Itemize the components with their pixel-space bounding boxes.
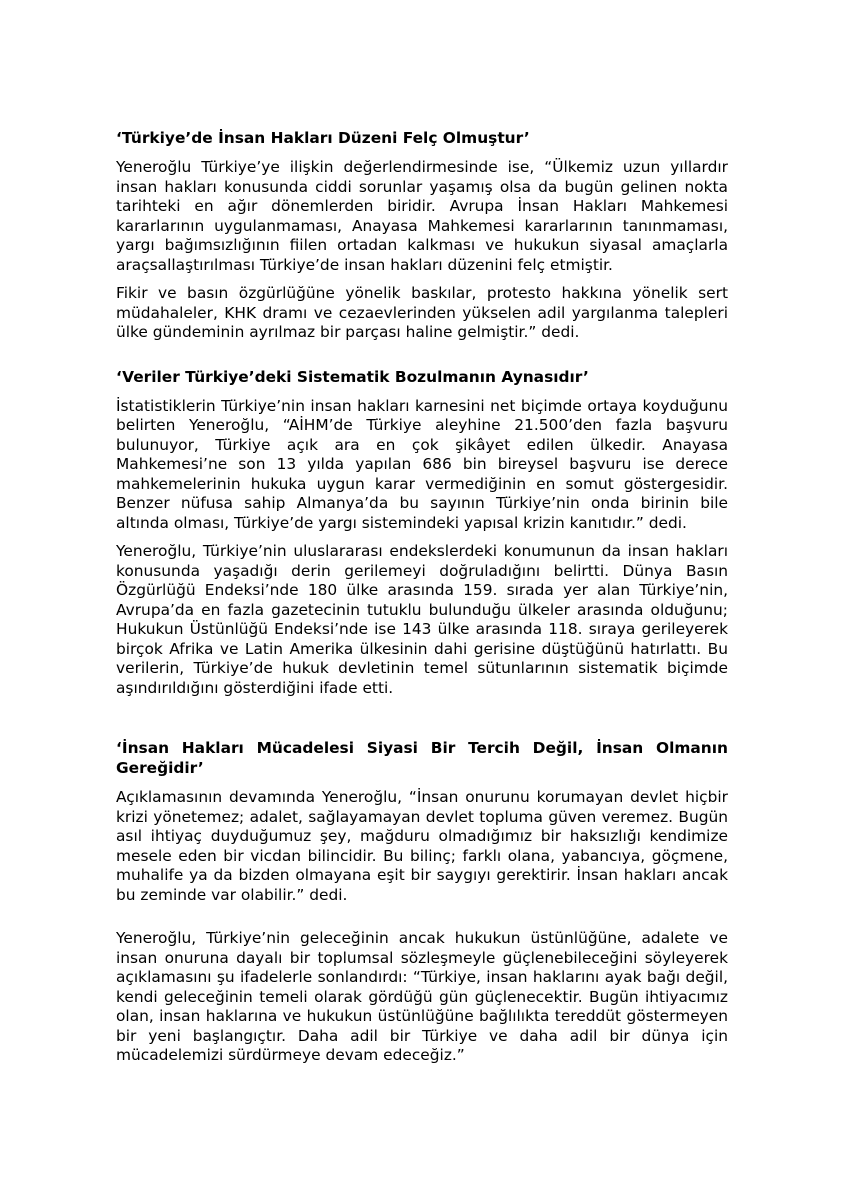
paragraph: Fikir ve basın özgürlüğüne yönelik baskılar, protesto hakkına yönelik sert müdahaleler, KHK dramı ve cezaevlerinden yükselen adil yargılanma talepleri ülke gündeminin ayrılmaz bir parçası haline gelmiştir.” dedi. bbox=[116, 284, 728, 341]
paragraph: Yeneroğlu, Türkiye’nin geleceğinin ancak hukukun üstünlüğüne, adalete ve insan onuruna dayalı bir toplumsal sözleşmeyle güçlenebileceğini söyleyerek açıklamasını şu ifadelerle sonlandırdı: “Türkiye, insan haklarını ayak bağı değil, kendi geleceğinin temeli olarak gördüğü gün güçlenecektir. Bugün ihtiyacımız olan, insan haklarına ve hukukun üstünlüğüne bağlılıkta tereddüt göstermeyen bir yeni başlangıçtır. Daha adil bir Türkiye ve daha adil bir dünya için mücadelemizi sürdürmeye devam edeceğiz.” bbox=[116, 929, 728, 1064]
document-body bbox=[116, 128, 728, 1075]
paragraph: İstatistiklerin Türkiye’nin insan hakları karnesini net biçimde ortaya koyduğunu belirten Yeneroğlu, “AİHM’de Türkiye aleyhine 21.500’den fazla başvuru bulunuyor, Türkiye açık ara en çok şikâyet edilen ülkedir. Anayasa Mahkemesi’ne son 13 yılda yapılan 686 bin bireysel başvuru ise derece mahkemelerinin hukuka uygun karar vermediğinin en somut göstergesidir. Benzer nüfusa sahip Almanya’da bu sayının Türkiye’nin onda birinin bile altında olması, Türkiye’de yargı sistemindeki yapısal krizin kanıtıdır.” dedi. bbox=[116, 396, 728, 532]
section-heading-human-rights-paralyzed: ‘Türkiye’de İnsan Hakları Düzeni Felç Olmuştur’ bbox=[116, 129, 530, 147]
section-heading-human-rights-struggle: ‘İnsan Hakları Mücadelesi Siyasi Bir Tercih Değil, İnsan Olmanın Gereğidir’ bbox=[116, 739, 728, 777]
section-heading-data-mirror: ‘Veriler Türkiye’deki Sistematik Bozulmanın Aynasıdır’ bbox=[116, 367, 589, 386]
paragraph: Yeneroğlu Türkiye’ye ilişkin değerlendirmesinde ise, “Ülkemiz uzun yıllardır insan hakları konusunda ciddi sorunlar yaşamış olsa da bugün gelinen nokta tarihteki en ağır dönemlerden biridir. Avrupa İnsan Hakları Mahkemesi kararlarının uygulanmaması, Anayasa Mahkemesi kararlarının tanınmaması, yargı bağımsızlığının fiilen ortadan kalkması ve hukukun siyasal amaçlarla araçsallaştırılması Türkiye’de insan hakları düzenini felç etmiştir. bbox=[116, 158, 728, 274]
paragraph: Açıklamasının devamında Yeneroğlu, “İnsan onurunu korumayan devlet hiçbir krizi yönetemez; adalet, sağlayamayan devlet topluma güven veremez. Bugün asıl ihtiyaç duyduğumuz şey, mağduru olmadığımız bir haksızlığı kendimize mesele eden bir vicdan bilincidir. Bu bilinç; farklı olana, yabancıya, göçmene, muhalife ya da bizden olmayana eşit bir saygıyı gerektirir. İnsan hakları ancak bu zeminde var olabilir.” dedi. bbox=[116, 788, 728, 904]
paragraph: Yeneroğlu, Türkiye’nin uluslararası endekslerdeki konumunun da insan hakları konusunda yaşadığı derin gerilemeyi doğruladığını belirtti. Dünya Basın Özgürlüğü Endeksi’nde 180 ülke arasında 159. sırada yer alan Türkiye’nin, Avrupa’da en fazla gazetecinin tutuklu bulunduğu ülkeler arasında olduğunu; Hukukun Üstünlüğü Endeksi’nde ise 143 ülke arasında 118. sıraya gerileyerek birçok Afrika ve Latin Amerika ülkesinin dahi gerisine düştüğünü hatırlattı. Bu verilerin, Türkiye’de hukuk devletinin temel sütunlarının sistematik biçimde aşındırıldığını gösterdiğini ifade etti. bbox=[116, 542, 728, 697]
